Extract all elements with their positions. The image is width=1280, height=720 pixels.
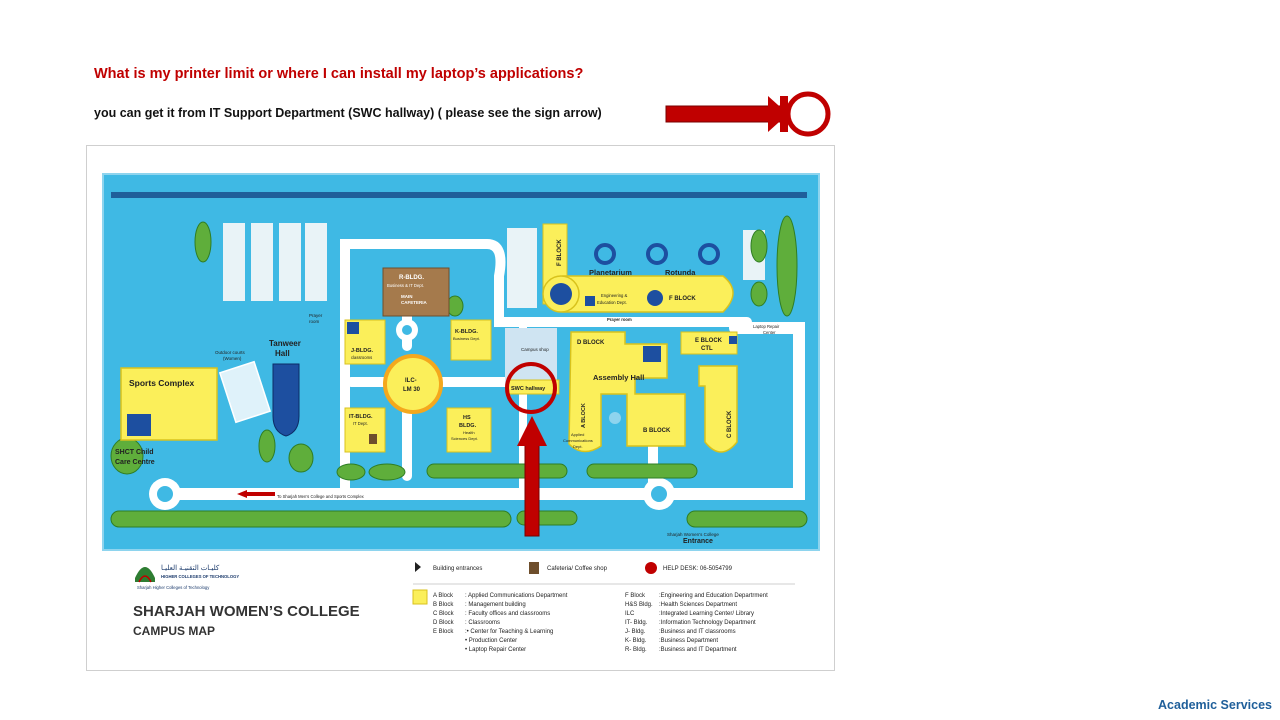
hallway-pointer-shaft: [525, 442, 539, 536]
hs-bldg-label-4: Sciences Dept.: [451, 436, 478, 441]
key-code: D Block: [433, 620, 454, 626]
eng-edu-label-2: Education Dept.: [597, 300, 627, 305]
tanweer-label-1: Tanweer: [269, 339, 301, 348]
footer-label: Academic Services: [1158, 698, 1272, 712]
k-bldg-sub: Business Dept.: [453, 336, 480, 341]
key-description: :Business and IT classrooms: [659, 629, 736, 635]
key-description: :Information Technology Department: [659, 620, 756, 626]
e-block-label: E BLOCK: [695, 338, 722, 344]
key-code: B Block: [433, 602, 454, 608]
key-code: ILC: [625, 611, 635, 617]
key-left: [433, 593, 568, 653]
swc-hallway-label: SWC hallway: [511, 386, 546, 392]
key-description: : Applied Communications Department: [465, 593, 568, 599]
fountain-icon: [609, 412, 621, 424]
key-description: :Business Department: [659, 638, 719, 644]
key-code: F Block: [625, 593, 646, 599]
college-logo: [135, 567, 155, 582]
key-code: C Block: [433, 611, 454, 617]
ilc-label-2: LM 30: [403, 387, 421, 393]
ilc-building: [385, 356, 441, 412]
map-title-1: SHARJAH WOMEN’S COLLEGE: [133, 603, 360, 620]
assembly-marker: [643, 346, 661, 362]
planetarium-dome-icon: [550, 283, 572, 305]
rotunda-label: Rotunda: [665, 268, 696, 277]
f-block-vertical-label: F BLOCK: [557, 239, 563, 266]
eng-edu-marker: [585, 296, 595, 306]
outdoor-label-1: Outdoor courts: [215, 350, 245, 355]
key-description: :Integrated Learning Center/ Library: [659, 611, 755, 617]
to-sharjah-men-label: To Sharjah Men’s College and Sports Complex: [277, 494, 364, 499]
campus-map-frame: [86, 145, 835, 671]
cafe-legend-icon: [529, 562, 539, 574]
it-bldg-label: IT-BLDG.: [349, 414, 373, 420]
entrance-arrow-icon: [415, 562, 421, 572]
answer-text: you can get it from IT Support Department (SWC hallway) ( please see the sign arrow): [94, 106, 602, 120]
prayer-left-label-2: room: [309, 319, 320, 324]
key-right: [625, 593, 768, 653]
key-description: :• Center for Teaching & Learning: [465, 629, 554, 635]
c-block-building: [699, 366, 737, 452]
applied-label-1: Applied: [571, 432, 585, 437]
logo-arabic: كليـات التقنيـة العليـا: [161, 565, 220, 572]
hs-bldg-label-1: HS: [463, 415, 471, 421]
r-bldg-label: R-BLDG.: [399, 275, 424, 281]
key-description: : Faculty offices and classrooms: [465, 611, 551, 617]
legend-building-swatch: [413, 590, 427, 604]
key-code: E Block: [433, 629, 454, 635]
key-code: IT- Bldg.: [625, 620, 648, 626]
campus-shop-label: Campus shop: [521, 347, 549, 352]
f-block-label: F BLOCK: [669, 296, 696, 302]
helpdesk-icon: [645, 562, 657, 574]
legend-helpdesk: HELP DESK: 06-5054799: [663, 566, 732, 572]
hs-bldg-label-2: BLDG.: [459, 423, 477, 429]
prayer-left-label-1: Prayer: [309, 313, 323, 318]
assembly-hall-label: Assembly Hall: [593, 373, 645, 382]
sports-complex-label: Sports Complex: [129, 378, 195, 388]
laptop-repair-marker: [729, 336, 737, 344]
r-bldg-sub: Business & IT Dept.: [387, 283, 424, 288]
swc-hall-area: [505, 328, 557, 388]
campus-map: [87, 146, 834, 670]
a-block-label: A BLOCK: [581, 403, 587, 428]
j-bldg-marker: [347, 322, 359, 334]
logo-line2: Sharjah Higher Colleges of Technology: [137, 585, 210, 590]
tanweer-label-2: Hall: [275, 349, 290, 358]
applied-label-3: Dept.: [573, 444, 583, 449]
logo-line1: HIGHER COLLEGES OF TECHNOLOGY: [161, 574, 240, 579]
key-description: • Production Center: [465, 638, 518, 644]
hs-bldg-label-3: Health: [463, 430, 475, 435]
key-description: :Health Sciences Department: [659, 602, 738, 608]
k-bldg-label: K-BLDG.: [455, 329, 478, 335]
entrance-label-1: Sharjah Women’s College: [667, 532, 719, 537]
shct-label-2: Care Centre: [115, 459, 155, 466]
shct-label-1: SHCT Child: [115, 449, 154, 456]
logo-emblem-icon: [135, 567, 155, 582]
b-block-label: B BLOCK: [643, 428, 671, 434]
laptop-repair-label-2: Center: [763, 330, 776, 335]
ilc-label-1: ILC-: [405, 378, 417, 384]
j-bldg-sub: classrooms: [351, 355, 373, 360]
j-bldg-label: J-BLDG.: [351, 348, 373, 354]
prayer-room-label: Prayer room: [607, 317, 632, 322]
f-block-marker: [647, 290, 663, 306]
key-code: A Block: [433, 593, 454, 599]
key-description: • Laptop Repair Center: [465, 647, 527, 653]
key-code: J- Bldg.: [625, 629, 646, 635]
applied-label-2: Communications: [563, 438, 593, 443]
key-description: :Engineering and Education Departrment: [659, 593, 768, 599]
f-block-building: [563, 276, 733, 312]
planetarium-label: Planetarium: [589, 268, 632, 277]
key-description: : Management building: [465, 602, 526, 608]
legend-cafeteria: Cafeteria/ Coffee shop: [547, 566, 607, 572]
entrance-label-2: Entrance: [683, 538, 713, 545]
d-block-label: D BLOCK: [577, 340, 605, 346]
question-heading: What is my printer limit or where I can install my laptop’s applications?: [94, 66, 584, 82]
top-strip: [111, 192, 807, 198]
sign-circle-icon: [788, 94, 828, 134]
it-bldg-sub: IT Dept.: [353, 421, 368, 426]
ctl-label: CTL: [701, 346, 713, 352]
legend-entrances: Building entrances: [433, 566, 483, 572]
laptop-repair-label-1: Laptop Repair: [753, 324, 780, 329]
main-cafe-label-2: CAFETERIA: [401, 300, 427, 305]
key-description: : Classrooms: [465, 620, 501, 626]
key-code: K- Bldg.: [625, 638, 647, 644]
outdoor-label-2: (Women): [223, 356, 242, 361]
main-cafe-label-1: MAIN: [401, 294, 413, 299]
tanweer-hall-building: [273, 364, 299, 436]
pointer-arrow-icon: [664, 90, 834, 138]
cafe-icon: [369, 434, 377, 444]
key-code: R- Bldg.: [625, 647, 647, 653]
sports-complex-marker: [127, 414, 151, 436]
key-code: H&S Bldg.: [625, 602, 653, 608]
c-block-label: C BLOCK: [727, 410, 733, 438]
eng-edu-label-1: Engineering &: [601, 293, 628, 298]
map-title-2: CAMPUS MAP: [133, 624, 216, 638]
key-description: :Business and IT Department: [659, 647, 737, 653]
